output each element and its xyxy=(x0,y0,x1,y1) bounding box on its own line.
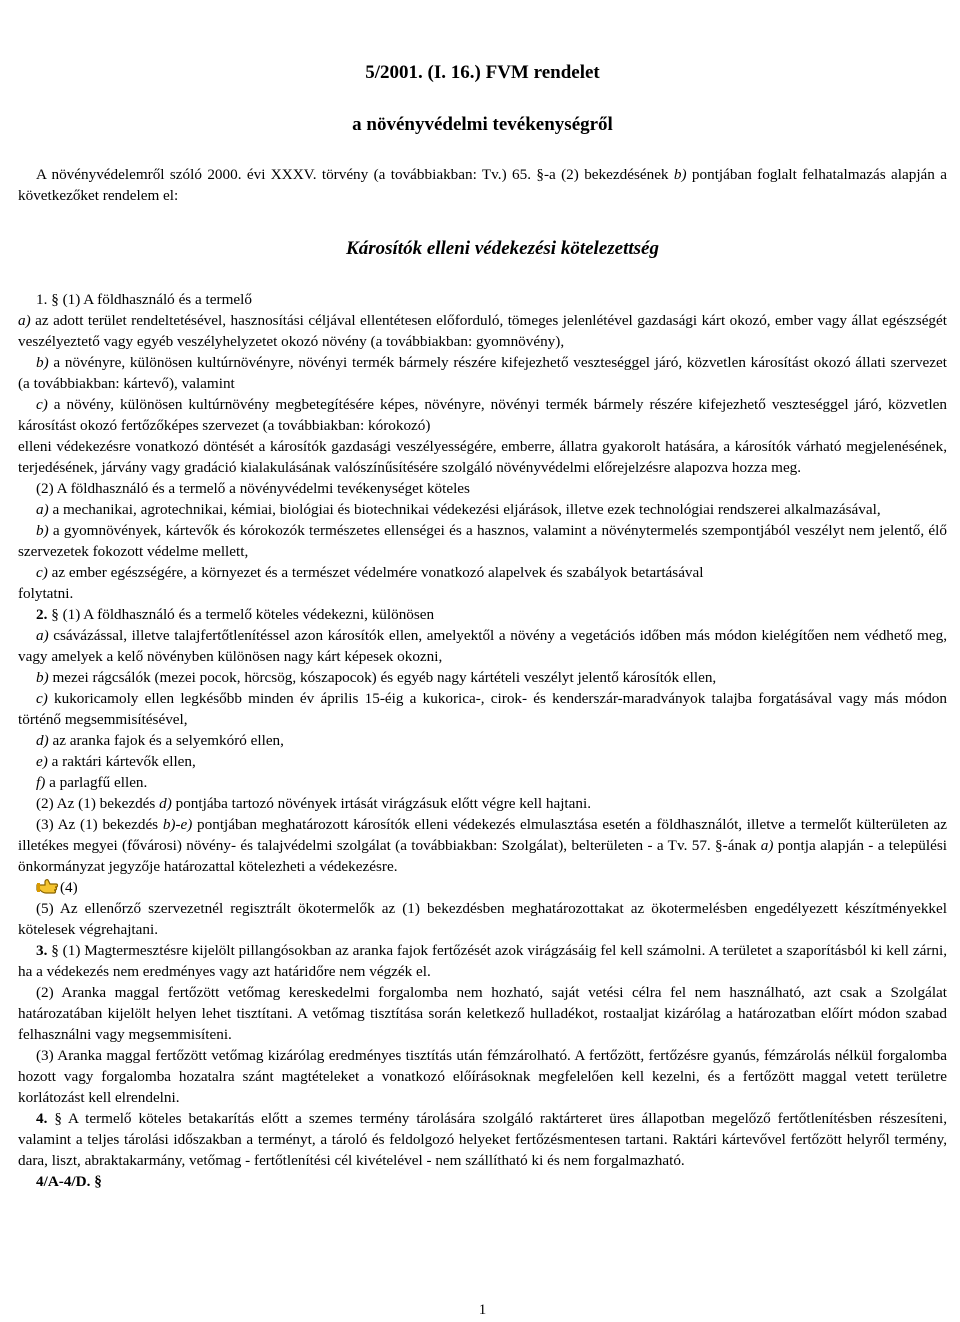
s1-2a: a) a mechanikai, agrotechnikai, kémiai, biológiai és biotechnikai védekezési eljárások, illetve ezek technológiai rendszerei alkalmazásával, xyxy=(36,501,881,518)
intro-paragraph: A növényvédelemről szóló 2000. évi XXXV. törvény (a továbbiakban: Tv.) 65. §-a (2) bekezdésének b) pontjában foglalt felhatalmazás alapján a következőket rendelem el: xyxy=(18,166,948,204)
s1-b: b) a növényre, különösen kultúrnövényre, növényi termék bármely részére kifejezhető veszteséggel járó, közvetlen károsítást okozó állati szervezet (a továbbiakban: kártevő), valamint xyxy=(18,354,947,392)
s3-2: (2) Aranka maggal fertőzött vetőmag kereskedelmi forgalomba nem hozható, saját vetési célra fel nem használható, azt csak a Szolgálat határozatában kijelölt helyen lehet tisztítani. A vetőmag tisztítása során keletkező hulladékot, rostaaljat kizárólag a határozatban előírt módon szabad felhasználni vagy megsemmisíteni. xyxy=(18,984,947,1043)
document-subtitle: a növényvédelmi tevékenységről xyxy=(352,114,613,135)
document-body xyxy=(18,289,947,1192)
s3-3: (3) Aranka maggal fertőzött vetőmag kizárólag eredményes tisztítás után fémzárolható. A fertőzött, fertőzésre gyanús, fémzárolás nélkül forgalomba hozott vagy forgalomba hozatalra szánt magtételeket a vonatkozó előírásoknak megfelelően kell kezelni, és a fertőzött maggal vetett területre korlátozást kell elrendelni. xyxy=(18,1047,947,1106)
document-title: 5/2001. (I. 16.) FVM rendelet xyxy=(365,62,600,83)
s2-a: a) csávázással, illetve talajfertőtlenítéssel azon károsítók ellen, amelyektől a növény a vegetációs időben más módon kielégítően nem védhető meg, vagy amelyek a kelő növényben különösen nagy kárt képesek okozni, xyxy=(18,627,947,665)
page-number: 1 xyxy=(478,1302,487,1318)
s1-2: (2) A földhasználó és a termelő a növényvédelmi tevékenységet köteles xyxy=(36,480,470,497)
s2-5: (5) Az ellenőrző szervezetnél regisztrált ökotermelők az (1) bekezdésben meghatározottakat az ökotermelésben engedélyezett készítményekkel kötelesek végrehajtani. xyxy=(18,900,947,938)
section-1-head: 1. § (1) A földhasználó és a termelő xyxy=(36,291,252,308)
s2-c: c) kukoricamoly ellen legkésőbb minden év április 15-éig a kukorica-, cirok- és kenderszár-maradványok talajba forgatásával vagy más módon történő megsemmisítésével, xyxy=(18,690,947,728)
section-heading: Károsítók elleni védekezési kötelezettség xyxy=(346,238,659,259)
s2-d: d) az aranka fajok és a selyemkóró ellen, xyxy=(36,732,284,749)
s1-c: c) a növény, különösen kultúrnövény megbetegítésére képes, növényre, növényi termék bármely részére kifejezhető veszteséggel járó, közvetlen károsítást okozó fertőzőképes szervezet (a továbbiakban: kórokozó) xyxy=(18,396,947,434)
s1-a: a) az adott terület rendeltetésével, hasznosítási céljával ellentétesen előforduló, tömeges jelenlétével gazdasági kárt okozó, ember vagy állat egészségét veszélyeztető vagy egyéb veszélyhelyzetet okozó növény (a továbbiakban: gyomnövény), xyxy=(18,312,947,350)
s1-2-tail: folytatni. xyxy=(18,585,74,602)
pointing-hand-icon[interactable] xyxy=(36,877,60,895)
section-4a-head: 4/A-4/D. § xyxy=(36,1173,102,1190)
s2-4: (4) xyxy=(18,877,947,898)
s2-b: b) mezei rágcsálók (mezei pocok, hörcsög, kószapocok) és egyéb nagy kártételi veszélyt jelentő károsítók ellen, xyxy=(36,669,717,686)
section-3-head: 3. § (1) Magtermesztésre kijelölt pillangósokban az aranka fajok fertőzését azok virágzásáig fel kell számolni. A területet a szaporításból ki kell zárni, ha a védekezés nem eredményes vagy azt határidőre nem végzék el. xyxy=(18,942,947,980)
s2-f: f) a parlagfű ellen. xyxy=(36,774,148,791)
s1-2c: c) az ember egészségére, a környezet és a természet védelmére vonatkozó alapelvek és szabályok betartásával xyxy=(36,564,704,581)
s1-tail: elleni védekezésre vonatkozó döntését a károsítók gazdasági veszélyességére, emberre, állatra gyakorolt hatására, a károsítók várható megjelenésének, terjedésének, járvány vagy gradáció kialakulásának valószínűsítésére szolgáló növényvédelmi előrejelzésre alapozva hozza meg. xyxy=(18,438,947,476)
s2-2: (2) Az (1) bekezdés d) pontjába tartozó növények irtását virágzásuk előtt végre kell hajtani. xyxy=(36,795,591,812)
section-2-head: 2. § (1) A földhasználó és a termelő köteles védekezni, különösen xyxy=(36,606,435,623)
s2-e: e) a raktári kártevők ellen, xyxy=(36,753,196,770)
s2-3: (3) Az (1) bekezdés b)-e) pontjában meghatározott károsítók elleni védekezés elmulasztása esetén a földhasználót, illetve a termelőt külterületen az illetékes megyei (fővárosi) növény- és talajvédelmi szolgálat (a továbbiakban: Szolgálat), belterületen - a Tv. 57. §-ának a) pontja alapján - a települési önkormányzat jegyzője határozattal kötelezheti a védekezésre. xyxy=(18,816,947,875)
section-4-head: 4. § A termelő köteles betakarítás előtt a szemes termény tárolására szolgáló raktárteret üres állapotban megelőző fertőtlenítésben részesíteni, valamint a teljes tárolási időszakban a terményt, a tároló és feldolgozó helyeket fertőzésmentesen tartani. Raktári kártevővel fertőzött helyről termény, dara, liszt, abraktakarmány, vetőmag - fertőtlenítési cél kivételével - nem szállítható ki és nem forgalmazható. xyxy=(18,1110,947,1169)
s1-2b: b) a gyomnövények, kártevők és kórokozók természetes ellenségei és a hasznos, valamint a növénytermelés szempontjából veszélyt nem jelentő, élő szervezetek fokozott védelme mellett, xyxy=(18,522,947,560)
